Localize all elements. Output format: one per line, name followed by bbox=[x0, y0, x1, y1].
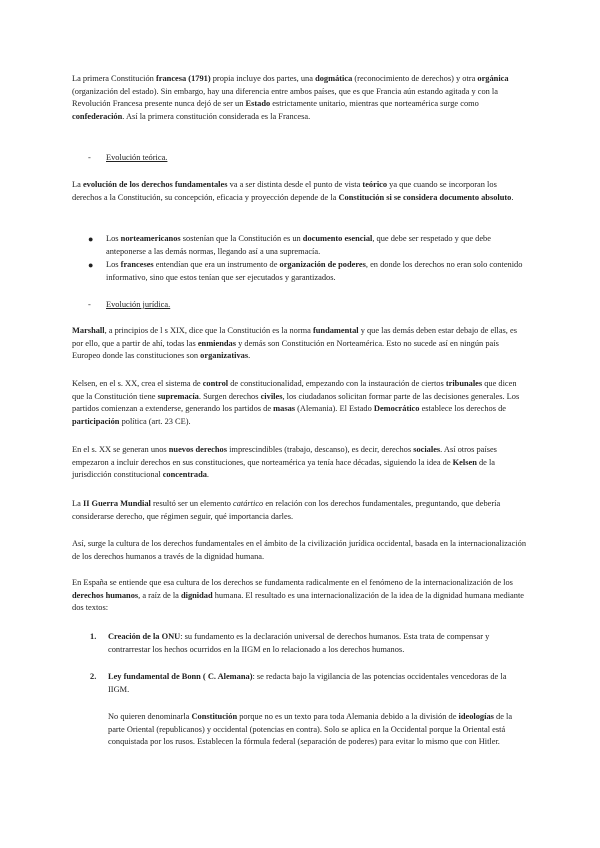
heading-text: Evolución jurídica. bbox=[106, 300, 171, 309]
heading-evolucion-juridica bbox=[88, 299, 170, 312]
paragraph-segunda-guerra: La II Guerra Mundial resultó ser un elemento catártico en relación con los derechos fundamentales, preguntando, que debería considerarse derecho, que régimen seguir, qué importancia darles. bbox=[72, 499, 501, 521]
bullet-norteamericanos bbox=[88, 233, 528, 258]
item-text: Creación de la ONU: su fundamento es la declaración universal de derechos humanos. Esta trata de compensar y contrarrestar los hechos ocurridos en la IIGM en lo relacionado a los derechos humanos. bbox=[108, 632, 490, 654]
heading-dash: - bbox=[88, 300, 91, 309]
heading-dash: - bbox=[88, 153, 91, 162]
paragraph-evolucion-derechos: La evolución de los derechos fundamentales va a ser distinta desde el punto de vista teórico ya que cuando se incorporan los derechos a la Constitución, su concepción, eficacia y proyección depende de la Constitución si se considera documento absoluto. bbox=[72, 180, 514, 202]
paragraph-cultura-derechos: Así, surge la cultura de los derechos fundamentales en el ámbito de la civilización jurídica occidental, basada en la internacionalización de los derechos humanos a través de la dignidad humana. bbox=[72, 539, 527, 561]
item-text: Ley fundamental de Bonn ( C. Alemana): se redacta bajo la vigilancia de las potencias occidentales vencedoras de la IIGM. bbox=[108, 672, 507, 694]
bullet-text: Los norteamericanos sostenían que la Constitución es un documento esencial, que debe ser respetado y que debe anteponerse a las demás normas, llegando así a una supremacía. bbox=[106, 234, 491, 256]
paragraph-kelsen: Kelsen, en el s. XX, crea el sistema de control de constitucionalidad, empezando con la instauración de ciertos tribunales que dicen que la Constitución tiene supremacía. Surgen derechos civiles, los ciudadanos solicitan formar parte de las decisiones generales. Los partidos comienzan a extenderse, generando los partidos de masas (Alemania). El Estado Democrático establece los derechos de participación política (art. 23 CE). bbox=[72, 379, 520, 426]
paragraph-espana: En España se entiende que esa cultura de los derechos se fundamenta radicalmente en el fenómeno de la internacionalización de los derechos humanos, a raíz de la dignidad humana. El resultado es una internacionalización de la idea de la dignidad humana mediante dos textos: bbox=[72, 578, 525, 613]
paragraph-nuevos-derechos: En el s. XX se generan unos nuevos derechos imprescindibles (trabajo, descanso), es decir, derechos sociales. Así otros países empezaron a incluir derechos en sus constituciones, que norteamérica ya tenía hace décadas, siguiendo la idea de Kelsen de la jurisdicción constitucional concentrada. bbox=[72, 445, 497, 480]
heading-text: Evolución teórica. bbox=[106, 153, 168, 162]
bullet-marker: ● bbox=[88, 234, 94, 244]
bullet-franceses bbox=[88, 259, 528, 284]
item-number: 1. bbox=[90, 632, 97, 641]
paragraph-bonn-detalle: No quieren denominarla Constitución porque no es un texto para toda Alemania debido a la división de ideologías de la parte Oriental (republicanos) y occidental (potencias en contra). Solo se aplica en la Occidental porque la Oriental está conquistada por los rusos. Establecen la fórmula federal (separación de poderes) para evitar lo mismo que con Hitler. bbox=[108, 712, 513, 747]
heading-evolucion-teorica bbox=[88, 152, 167, 165]
paragraph-marshall: Marshall, a principios de l s XIX, dice que la Constitución es la norma fundamental y que las demás deben estar debajo de ellas, es por ello, que a partir de ahí, todas las enmiendas y demás son Constitución en Norteamérica. Esto no sucede así en ningún país Europeo donde las constituciones son organizativas. bbox=[72, 326, 517, 361]
paragraph-constitucion-francesa: La primera Constitución francesa (1791) propia incluye dos partes, una dogmática (reconocimiento de derechos) y otra orgánica (organización del estado). Sin embargo, hay una diferencia entre ambos países, que es que Francia aún estando agitada y con la Revolución Francesa presente nunca dejó de ser un Estado estrictamente unitario, mientras que norteamérica surge como confederación. Así la primera constitución considerada es la Francesa. bbox=[72, 74, 509, 121]
numbered-item-onu bbox=[90, 631, 528, 656]
item-number: 2. bbox=[90, 672, 97, 681]
numbered-item-bonn bbox=[90, 671, 528, 696]
bullet-marker: ● bbox=[88, 260, 94, 270]
bullet-text: Los franceses entendían que era un instrumento de organización de poderes, en donde los derechos no eran solo contenido informativo, sino que estos tenían que ser ejecutados y garantizados. bbox=[106, 260, 523, 282]
